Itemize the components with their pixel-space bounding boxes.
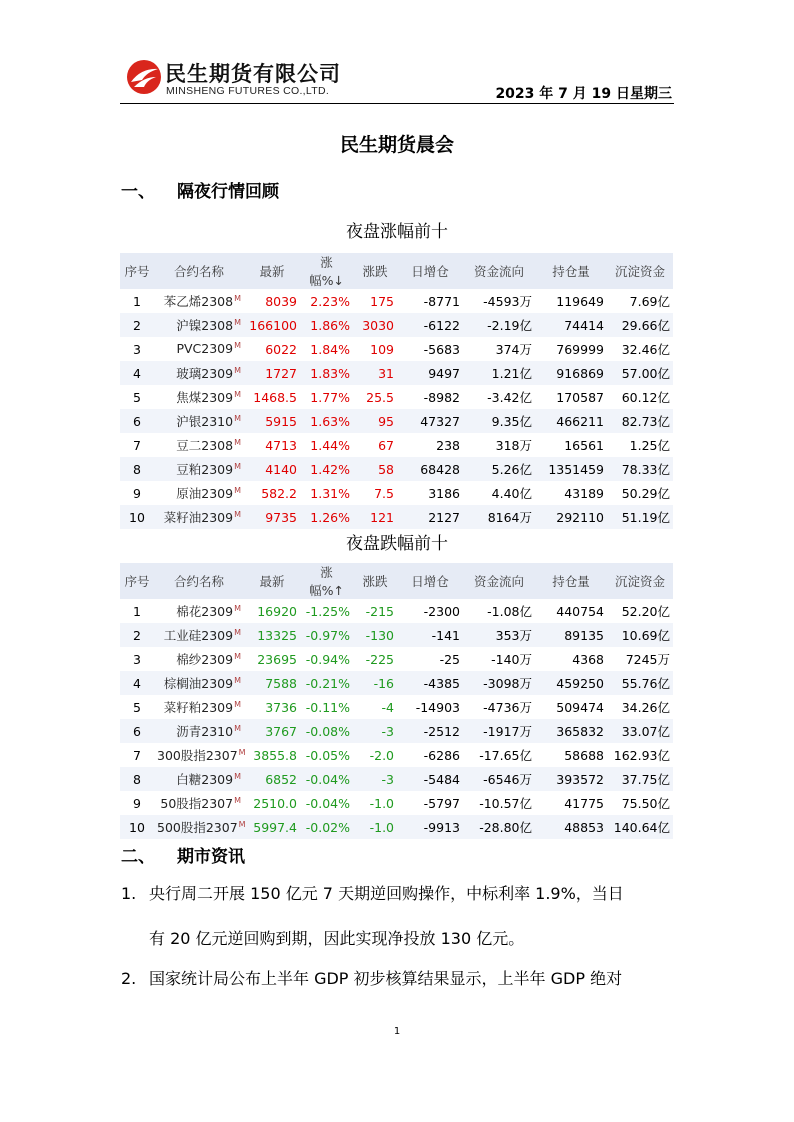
cell-open-interest: 119649 <box>556 293 604 309</box>
section-number: 一、 <box>121 182 155 202</box>
cell-index: 9 <box>133 795 141 811</box>
cell-settled-funds: 60.12亿 <box>621 390 670 405</box>
cell-settled-funds: 82.73亿 <box>607 409 673 433</box>
cell-change: 175 <box>370 293 394 309</box>
cell-latest-price: 6852 <box>244 767 300 791</box>
cell-change: 67 <box>378 437 394 453</box>
column-header-change-pct: 涨幅%↑ <box>300 563 353 599</box>
cell-settled-funds: 34.26亿 <box>621 700 670 715</box>
cell-oi-change: 238 <box>436 437 460 453</box>
table-row <box>120 767 673 791</box>
cell-change: -1.0 <box>369 795 394 811</box>
cell-settled-funds: 55.76亿 <box>607 671 673 695</box>
cell-latest-price: 5997.4 <box>244 815 300 839</box>
cell-settled-funds: 52.20亿 <box>621 604 670 619</box>
cell-fund-flow: -6546万 <box>463 767 535 791</box>
losers-table <box>120 563 673 839</box>
cell-change-pct: -0.11% <box>305 699 350 715</box>
cell-latest-price: 16920 <box>257 603 297 619</box>
table-row <box>120 457 673 481</box>
cell-contract-name <box>154 457 244 481</box>
table-row <box>120 505 673 529</box>
cell-oi-change: -8771 <box>423 293 460 309</box>
section-title: 隔夜行情回顾 <box>177 182 279 202</box>
cell-oi-change: -5484 <box>397 767 463 791</box>
cell-index: 9 <box>133 485 141 501</box>
cell-oi-change: -25 <box>439 651 460 667</box>
cell-fund-flow: 8164万 <box>463 505 535 529</box>
main-contract-marker: M <box>234 771 241 781</box>
table-row <box>120 313 673 337</box>
cell-change: 121 <box>353 505 397 529</box>
main-contract-marker: M <box>234 651 241 661</box>
column-header-change: 涨跌 <box>353 253 397 289</box>
cell-index: 5 <box>133 699 141 715</box>
table-row <box>120 791 673 815</box>
table-row <box>120 361 673 385</box>
contract-label: 沪镍2308 <box>176 318 234 333</box>
cell-settled-funds: 75.50亿 <box>621 796 670 811</box>
cell-latest-price: 1727 <box>244 361 300 385</box>
cell-contract-name <box>154 647 244 671</box>
news-item-1 <box>121 882 676 906</box>
cell-contract-name <box>154 815 244 839</box>
cell-change-pct: -0.08% <box>300 719 353 743</box>
cell-change: -215 <box>365 603 394 619</box>
cell-index: 8 <box>120 457 154 481</box>
cell-change-pct: 1.42% <box>300 457 353 481</box>
table-row <box>120 743 673 767</box>
column-header-oi-change: 日增仓 <box>397 563 463 599</box>
main-contract-marker: M <box>234 603 241 613</box>
cell-index: 6 <box>120 409 154 433</box>
table-row <box>120 385 673 409</box>
cell-latest-price: 5915 <box>244 409 300 433</box>
cell-open-interest: 1351459 <box>535 457 607 481</box>
news-item-1-continuation: 有 20 亿元逆回购到期，因此实现净投放 130 亿元。 <box>149 929 525 948</box>
news-number: 1. <box>121 884 137 903</box>
gainers-table <box>120 253 673 529</box>
news-item-2 <box>121 967 676 991</box>
table-header-row <box>120 253 673 289</box>
cell-change: -130 <box>353 623 397 647</box>
cell-oi-change: -9913 <box>397 815 463 839</box>
table-row <box>120 719 673 743</box>
document-title: 民生期货晨会 <box>339 134 454 156</box>
cell-index: 7 <box>133 747 141 763</box>
column-header-index: 序号 <box>120 253 154 289</box>
cell-latest-price: 3736 <box>265 699 297 715</box>
cell-change: 25.5 <box>366 389 394 405</box>
cell-change-pct: 1.83% <box>300 361 353 385</box>
main-contract-marker: M <box>234 293 241 303</box>
main-contract-marker: M <box>238 819 246 829</box>
cell-change-pct: 1.63% <box>300 409 353 433</box>
main-contract-marker: M <box>234 485 241 495</box>
contract-label: 焦煤2309 <box>176 390 234 405</box>
cell-latest-price: 582.2 <box>261 485 297 501</box>
cell-open-interest: 916869 <box>535 361 607 385</box>
cell-latest-price: 4140 <box>244 457 300 481</box>
contract-label: 棉纱2309 <box>176 652 234 667</box>
cell-index: 7 <box>133 437 141 453</box>
column-header-latest-price: 最新 <box>244 563 300 599</box>
contract-label: PVC2309 <box>176 341 234 357</box>
contract-label: 菜籽粕2309 <box>163 700 234 715</box>
cell-fund-flow: 353万 <box>463 623 535 647</box>
section-title: 期市资讯 <box>177 847 245 867</box>
table-row <box>120 337 673 361</box>
cell-open-interest: 440754 <box>556 603 604 619</box>
cell-oi-change: 68428 <box>397 457 463 481</box>
cell-latest-price: 4713 <box>265 437 297 453</box>
contract-label: 300股指2307 <box>157 748 238 763</box>
cell-settled-funds: 1.25亿 <box>629 438 670 453</box>
cell-oi-change: -4385 <box>397 671 463 695</box>
cell-change-pct: -0.05% <box>305 747 350 763</box>
cell-settled-funds: 78.33亿 <box>607 457 673 481</box>
cell-open-interest: 509474 <box>556 699 604 715</box>
cell-settled-funds: 29.66亿 <box>607 313 673 337</box>
column-header-change-pct: 涨幅%↓ <box>300 253 353 289</box>
main-contract-marker: M <box>234 723 241 733</box>
contract-label: 菜籽油2309 <box>163 510 234 525</box>
cell-latest-price: 2510.0 <box>253 795 297 811</box>
cell-open-interest: 58688 <box>564 747 604 763</box>
cell-change-pct: 1.77% <box>310 389 350 405</box>
cell-open-interest: 393572 <box>535 767 607 791</box>
contract-label: 白糖2309 <box>176 772 234 787</box>
company-name-en: MINSHENG FUTURES CO.,LTD. <box>166 85 330 97</box>
cell-settled-funds: 32.46亿 <box>621 342 670 357</box>
contract-label: 苯乙烯2308 <box>163 294 234 309</box>
main-contract-marker: M <box>234 341 241 351</box>
cell-change-pct: -0.94% <box>305 651 350 667</box>
cell-latest-price: 8039 <box>265 293 297 309</box>
cell-fund-flow: -10.57亿 <box>479 796 532 811</box>
cell-index: 2 <box>120 313 154 337</box>
cell-index: 3 <box>133 651 141 667</box>
cell-fund-flow: -17.65亿 <box>479 748 532 763</box>
cell-contract-name <box>154 599 244 623</box>
company-logo <box>125 58 365 100</box>
cell-contract-name <box>154 337 244 361</box>
cell-latest-price: 23695 <box>257 651 297 667</box>
cell-latest-price: 3767 <box>244 719 300 743</box>
cell-change-pct: -0.04% <box>300 767 353 791</box>
main-contract-marker: M <box>234 509 241 519</box>
cell-fund-flow: -140万 <box>491 652 532 667</box>
gainers-table-title: 夜盘涨幅前十 <box>346 222 448 242</box>
cell-settled-funds: 7.69亿 <box>629 294 670 309</box>
cell-settled-funds: 162.93亿 <box>613 748 670 763</box>
cell-change: 31 <box>353 361 397 385</box>
cell-change-pct: 2.23% <box>310 293 350 309</box>
contract-label: 棉花2309 <box>176 604 234 619</box>
cell-index: 1 <box>133 293 141 309</box>
cell-index: 4 <box>120 671 154 695</box>
cell-contract-name <box>154 767 244 791</box>
cell-fund-flow: 1.21亿 <box>463 361 535 385</box>
section-heading-news <box>121 842 245 867</box>
cell-open-interest: 769999 <box>556 341 604 357</box>
cell-open-interest: 41775 <box>564 795 604 811</box>
cell-fund-flow: -2.19亿 <box>463 313 535 337</box>
cell-oi-change: -5683 <box>423 341 460 357</box>
table-row <box>120 481 673 505</box>
contract-label: 豆二2308 <box>176 438 234 453</box>
cell-open-interest: 365832 <box>535 719 607 743</box>
cell-change: -1.0 <box>353 815 397 839</box>
cell-latest-price: 166100 <box>244 313 300 337</box>
table-row <box>120 815 673 839</box>
cell-oi-change: -6286 <box>423 747 460 763</box>
table-row <box>120 671 673 695</box>
column-header-contract-name: 合约名称 <box>154 563 244 599</box>
cell-fund-flow: -1917万 <box>463 719 535 743</box>
page-number: 1 <box>393 1026 401 1037</box>
cell-change: 3030 <box>353 313 397 337</box>
cell-index: 3 <box>133 341 141 357</box>
column-header-contract-name: 合约名称 <box>154 253 244 289</box>
column-header-open-interest: 持仓量 <box>535 563 607 599</box>
news-number: 2. <box>121 969 137 988</box>
cell-fund-flow: -1.08亿 <box>487 604 532 619</box>
cell-change: -3 <box>353 767 397 791</box>
main-contract-marker: M <box>234 675 241 685</box>
main-contract-marker: M <box>234 317 241 327</box>
cell-change-pct: 1.31% <box>310 485 350 501</box>
cell-change: -2.0 <box>369 747 394 763</box>
cell-oi-change: 9497 <box>397 361 463 385</box>
cell-contract-name <box>154 791 244 815</box>
contract-label: 沥青2310 <box>176 724 234 739</box>
cell-index: 1 <box>133 603 141 619</box>
table-row <box>120 409 673 433</box>
cell-latest-price: 1468.5 <box>253 389 297 405</box>
main-contract-marker: M <box>234 413 241 423</box>
contract-label: 工业硅2309 <box>163 628 234 643</box>
cell-settled-funds: 140.64亿 <box>607 815 673 839</box>
cell-index: 8 <box>120 767 154 791</box>
cell-fund-flow: -4593万 <box>483 294 532 309</box>
cell-open-interest: 170587 <box>556 389 604 405</box>
cell-oi-change: 2127 <box>397 505 463 529</box>
cell-settled-funds: 10.69亿 <box>607 623 673 647</box>
column-header-oi-change: 日增仓 <box>397 253 463 289</box>
cell-contract-name <box>154 409 244 433</box>
contract-label: 沪银2310 <box>176 414 234 429</box>
contract-label: 原油2309 <box>176 486 234 501</box>
news-text: 央行周二开展 150 亿元 7 天期逆回购操作，中标利率 1.9%，当日 <box>149 884 624 903</box>
table-row <box>120 647 673 671</box>
cell-settled-funds: 57.00亿 <box>607 361 673 385</box>
cell-change: -3 <box>353 719 397 743</box>
cell-oi-change: -5797 <box>423 795 460 811</box>
cell-fund-flow: -4736万 <box>483 700 532 715</box>
cell-oi-change: -6122 <box>397 313 463 337</box>
table-row <box>120 289 673 313</box>
cell-settled-funds: 33.07亿 <box>607 719 673 743</box>
table-row <box>120 623 673 647</box>
cell-fund-flow: -3.42亿 <box>487 390 532 405</box>
cell-settled-funds: 50.29亿 <box>621 486 670 501</box>
cell-open-interest: 459250 <box>535 671 607 695</box>
column-header-index: 序号 <box>120 563 154 599</box>
contract-label: 玻璃2309 <box>176 366 234 381</box>
cell-change-pct: 1.84% <box>310 341 350 357</box>
cell-open-interest: 466211 <box>535 409 607 433</box>
main-contract-marker: M <box>234 795 241 805</box>
company-name-cn: 民生期货有限公司 <box>165 62 341 86</box>
cell-open-interest: 16561 <box>564 437 604 453</box>
cell-contract-name <box>154 623 244 647</box>
cell-open-interest: 74414 <box>535 313 607 337</box>
cell-change-pct: -1.25% <box>305 603 350 619</box>
cell-contract-name <box>154 505 244 529</box>
cell-oi-change: -8982 <box>423 389 460 405</box>
cell-latest-price: 7588 <box>244 671 300 695</box>
cell-latest-price: 3855.8 <box>253 747 297 763</box>
contract-label: 豆粕2309 <box>176 462 234 477</box>
main-contract-marker: M <box>238 747 246 757</box>
cell-change: 95 <box>353 409 397 433</box>
cell-contract-name <box>154 695 244 719</box>
cell-contract-name <box>154 313 244 337</box>
table-row <box>120 599 673 623</box>
cell-fund-flow: 374万 <box>495 342 532 357</box>
table-row <box>120 695 673 719</box>
cell-oi-change: -2300 <box>423 603 460 619</box>
cell-change: -225 <box>365 651 394 667</box>
cell-contract-name <box>154 385 244 409</box>
contract-label: 50股指2307 <box>160 796 234 811</box>
cell-change-pct: -0.97% <box>300 623 353 647</box>
cell-oi-change: 3186 <box>428 485 460 501</box>
cell-change: 7.5 <box>374 485 394 501</box>
cell-fund-flow: 5.26亿 <box>463 457 535 481</box>
table-row <box>120 433 673 457</box>
cell-oi-change: -14903 <box>415 699 460 715</box>
section-heading-overnight <box>121 177 279 202</box>
cell-change-pct: 1.86% <box>300 313 353 337</box>
cell-change: 58 <box>353 457 397 481</box>
cell-open-interest: 89135 <box>535 623 607 647</box>
cell-change-pct: -0.04% <box>305 795 350 811</box>
column-header-settled-funds: 沉淀资金 <box>607 253 673 289</box>
main-contract-marker: M <box>234 627 241 637</box>
cell-latest-price: 6022 <box>265 341 297 357</box>
main-contract-marker: M <box>234 389 241 399</box>
column-header-latest-price: 最新 <box>244 253 300 289</box>
cell-fund-flow: -3098万 <box>463 671 535 695</box>
cell-change-pct: -0.21% <box>300 671 353 695</box>
cell-latest-price: 9735 <box>244 505 300 529</box>
cell-latest-price: 13325 <box>244 623 300 647</box>
cell-index: 10 <box>120 815 154 839</box>
cell-open-interest: 48853 <box>535 815 607 839</box>
cell-change-pct: 1.44% <box>310 437 350 453</box>
cell-change: 109 <box>370 341 394 357</box>
cell-oi-change: -2512 <box>397 719 463 743</box>
cell-oi-change: 47327 <box>397 409 463 433</box>
cell-settled-funds: 7245万 <box>625 652 670 667</box>
contract-label: 500股指2307 <box>157 820 238 835</box>
column-header-fund-flow: 资金流向 <box>463 563 535 599</box>
cell-index: 10 <box>120 505 154 529</box>
cell-settled-funds: 51.19亿 <box>607 505 673 529</box>
cell-change-pct: -0.02% <box>300 815 353 839</box>
main-contract-marker: M <box>234 365 241 375</box>
column-header-change: 涨跌 <box>353 563 397 599</box>
cell-change: -16 <box>353 671 397 695</box>
losers-table-title: 夜盘跌幅前十 <box>346 534 448 554</box>
cell-fund-flow: 318万 <box>495 438 532 453</box>
cell-open-interest: 4368 <box>572 651 604 667</box>
cell-fund-flow: 4.40亿 <box>491 486 532 501</box>
logo-emblem-icon <box>125 58 163 96</box>
cell-fund-flow: 9.35亿 <box>463 409 535 433</box>
main-contract-marker: M <box>234 461 241 471</box>
cell-contract-name <box>154 743 244 767</box>
cell-change-pct: 1.26% <box>300 505 353 529</box>
column-header-settled-funds: 沉淀资金 <box>607 563 673 599</box>
cell-contract-name <box>154 719 244 743</box>
main-contract-marker: M <box>234 437 241 447</box>
column-header-fund-flow: 资金流向 <box>463 253 535 289</box>
cell-fund-flow: -28.80亿 <box>463 815 535 839</box>
news-text: 国家统计局公布上半年 GDP 初步核算结果显示，上半年 GDP 绝对 <box>149 969 623 988</box>
cell-contract-name <box>154 671 244 695</box>
header-divider <box>120 103 674 104</box>
table-header-row <box>120 563 673 599</box>
section-number: 二、 <box>121 847 155 867</box>
cell-contract-name <box>154 481 244 505</box>
cell-index: 5 <box>133 389 141 405</box>
column-header-open-interest: 持仓量 <box>535 253 607 289</box>
cell-open-interest: 43189 <box>564 485 604 501</box>
cell-change: -4 <box>381 699 394 715</box>
contract-label: 棕榈油2309 <box>163 676 234 691</box>
cell-index: 2 <box>120 623 154 647</box>
cell-contract-name <box>154 361 244 385</box>
cell-settled-funds: 37.75亿 <box>607 767 673 791</box>
cell-contract-name <box>154 433 244 457</box>
cell-contract-name <box>154 289 244 313</box>
cell-open-interest: 292110 <box>535 505 607 529</box>
cell-index: 6 <box>120 719 154 743</box>
cell-oi-change: -141 <box>397 623 463 647</box>
report-date: 2023 年 7 月 19 日星期三 <box>495 86 672 102</box>
main-contract-marker: M <box>234 699 241 709</box>
cell-index: 4 <box>120 361 154 385</box>
